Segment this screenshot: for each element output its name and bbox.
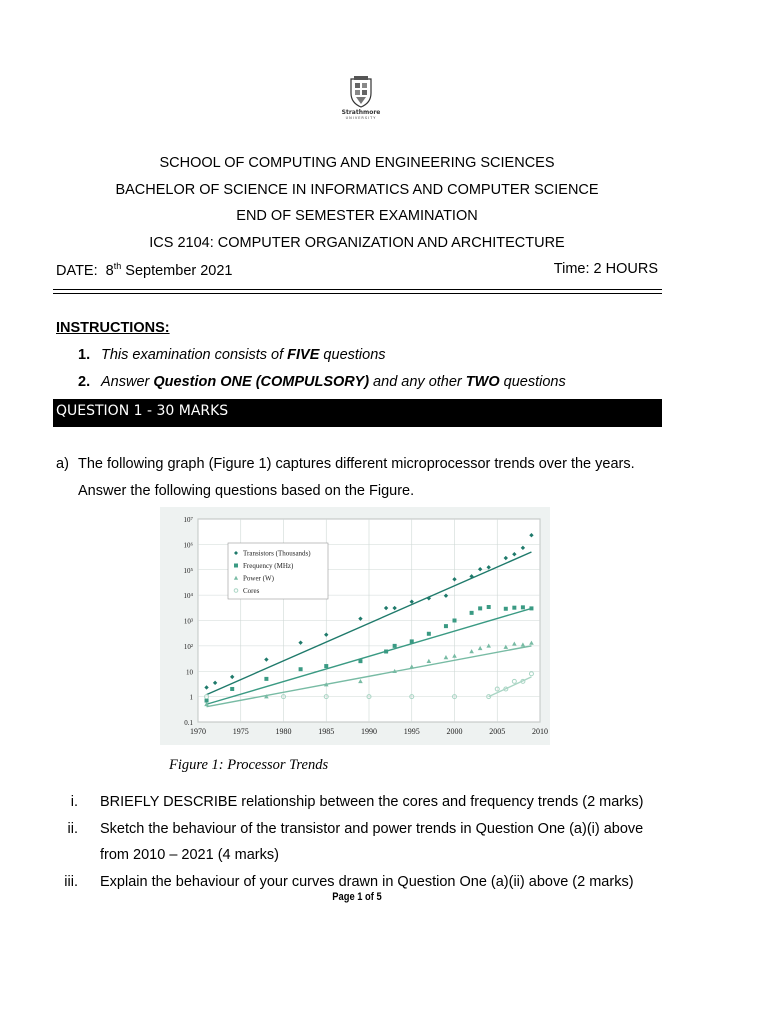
x-tick-label: 1980 (275, 727, 292, 736)
data-point (410, 639, 414, 643)
x-tick-label: 1990 (361, 727, 377, 736)
sub-question-number: iii. (64, 874, 78, 890)
x-tick-label: 2010 (532, 727, 548, 736)
header-divider-second (53, 293, 662, 294)
x-tick-label: 1970 (190, 727, 206, 736)
legend-label: Frequency (MHz) (243, 562, 294, 570)
exam-date (56, 261, 233, 279)
data-point (444, 624, 448, 628)
figure-caption: Figure 1: Processor Trends (169, 757, 329, 773)
course-title: ICS 2104: COMPUTER ORGANIZATION AND ARCHITECTURE (149, 235, 565, 251)
data-point (504, 607, 508, 611)
y-tick-label: 10³ (183, 617, 193, 626)
part-a-label: a) (56, 456, 69, 472)
sub-question-text: Sketch the behaviour of the transistor and power trends in Question One (a)(i) above (100, 821, 644, 837)
logo-subtitle: UNIVERSITY (345, 116, 377, 120)
legend-marker (234, 564, 238, 568)
data-point (478, 606, 482, 610)
sub-question-text: Explain the behaviour of your curves drawn in Question One (a)(ii) above (2 marks) (100, 874, 634, 890)
processor-trends-chart (160, 507, 550, 745)
question-heading: QUESTION 1 - 30 MARKS (53, 399, 662, 427)
sub-question-number: i. (70, 794, 78, 810)
instruction-item: 1. This examination consists of FIVE questions (78, 347, 386, 363)
data-point (264, 677, 268, 681)
exam-time: Time: 2 HOURS (553, 261, 658, 277)
logo-name: Strathmore (341, 109, 381, 116)
data-point (393, 644, 397, 648)
part-a-line: Answer the following questions based on the Figure. (78, 483, 415, 499)
data-point (358, 659, 362, 663)
legend-label: Power (W) (243, 574, 274, 583)
data-point (521, 605, 525, 609)
crest-icon (348, 75, 374, 109)
x-tick-label: 1985 (318, 727, 335, 736)
x-tick-label: 2000 (446, 727, 463, 736)
y-tick-label: 0.1 (184, 719, 193, 727)
data-point (487, 605, 491, 609)
data-point (529, 606, 533, 610)
instructions-title: INSTRUCTIONS: (56, 320, 170, 336)
header-divider (53, 289, 662, 290)
data-point (427, 632, 431, 636)
legend-label: Cores (243, 587, 260, 595)
y-tick-label: 10² (183, 642, 193, 651)
y-tick-label: 10 (186, 668, 193, 677)
x-tick-label: 1995 (403, 727, 420, 736)
y-tick-label: 10⁶ (183, 541, 193, 550)
x-tick-label: 2005 (489, 727, 506, 736)
y-tick-label: 10⁴ (183, 592, 193, 601)
data-point (299, 667, 303, 671)
date-label: DATE: (56, 262, 98, 279)
data-point (470, 611, 474, 615)
x-tick-label: 1975 (232, 727, 249, 736)
sub-question-number: ii. (67, 821, 78, 837)
y-tick-label: 10⁷ (183, 516, 193, 524)
degree-name: BACHELOR OF SCIENCE IN INFORMATICS AND COMPUTER SCIENCE (115, 182, 599, 198)
date-day: 8th (105, 261, 122, 279)
data-point (512, 606, 516, 610)
school-name: SCHOOL OF COMPUTING AND ENGINEERING SCIENCES (159, 155, 555, 171)
university-logo (339, 75, 383, 137)
legend-label: Transistors (Thousands) (243, 549, 311, 558)
y-tick-label: 10⁵ (183, 566, 193, 575)
sub-question-text: from 2010 – 2021 (4 marks) (100, 847, 279, 863)
date-rest: September 2021 (125, 262, 233, 279)
y-tick-label: 1 (189, 693, 193, 702)
exam-title: END OF SEMESTER EXAMINATION (236, 208, 478, 224)
data-point (324, 664, 328, 668)
instruction-item: 2. Answer Question ONE (COMPULSORY) and any other TWO questions (78, 374, 566, 390)
data-point (453, 619, 457, 623)
data-point (384, 650, 388, 654)
part-a-line: The following graph (Figure 1) captures different microprocessor trends over the years. (78, 456, 635, 472)
sub-question-text: BRIEFLY DESCRIBE relationship between the cores and frequency trends (2 marks) (100, 794, 644, 810)
page-number: Page 1 of 5 (332, 891, 382, 903)
data-point (230, 687, 234, 691)
